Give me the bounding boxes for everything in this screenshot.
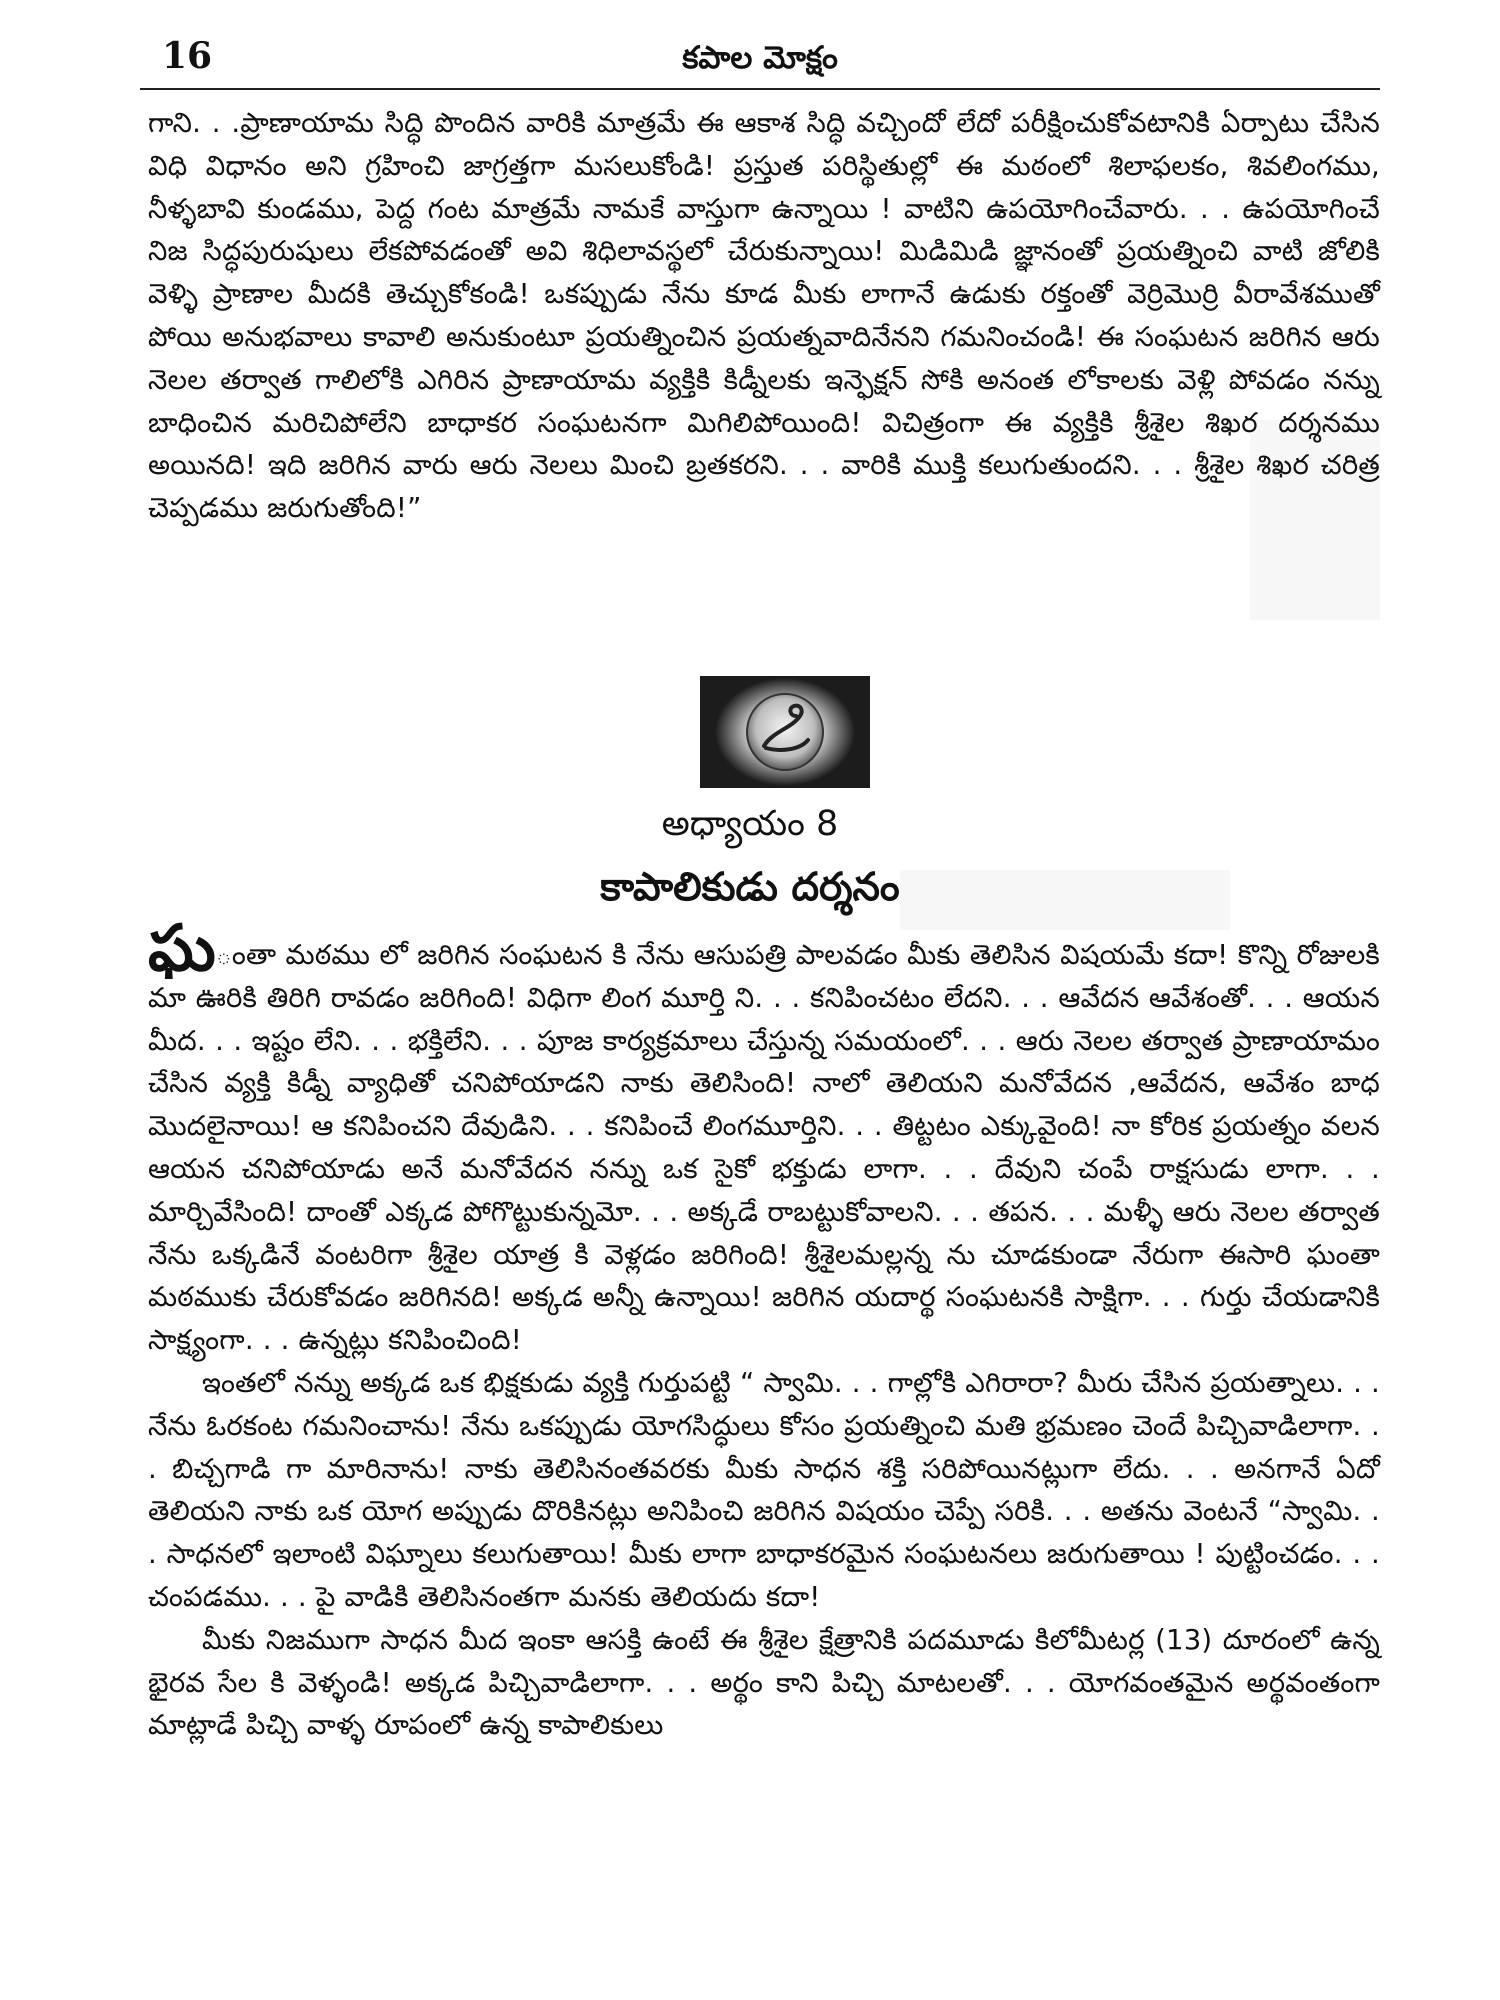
- paragraph-text: ంతా మఠము లో జరిగిన సంఘటన కి నేను ఆసుపత్రి పాలవడం మీకు తెలిసిన విషయమే కదా! కొన్ని రోజులకి మా ఊరికి తిరిగి రావడం జరిగింది! విధిగా లింగ మూర్తి ని. . . కనిపించటం లేదని. . . ఆవేదన ఆవేశంతో. . . ఆయన మీద. . . ఇష్టం లేని. . . భక్తిలేని. . . పూజ కార్యక్రమాలు చేస్తున్న సమయంలో. . . ఆరు నెలల తర్వాత ప్రాణాయామం చేసిన వ్యక్తి కిడ్నీ వ్యాధితో చనిపోయాడని నాకు తెలిసింది! నాలో తెలియని మనోవేదన ,ఆవేదన, ఆవేశం బాధ మొదలైనాయి! ఆ కనిపించని దేవుడిని. . . కనిపించే లింగమూర్తిని. . . తిట్టటం ఎక్కువైంది! నా కోరిక ప్రయత్నం వలన ఆయన చనిపోయాడు అనే మనోవేదన నన్ను ఒక సైకో భక్తుడు లాగా. . . దేవుని చంపే రాక్షసుడు లాగా. . . మార్చివేసింది! దాంతో ఎక్కడ పోగొట్టుకున్నమో. . . అక్కడే రాబట్టుకోవాలని. . . తపన. . . మళ్ళీ ఆరు నెలల తర్వాత నేను ఒక్కడినే వంటరిగా శ్రీశైల యాత్ర కి వెళ్లడం జరిగింది! శ్రీశైలమల్లన్న ను చూడకుండా నేరుగా ఈసారి ఘంతా మఠముకు చేరుకోవడం జరిగినది! అక్కడ అన్నీ ఉన్నాయి! జరిగిన యదార్థ సంఘటనకి సాక్షిగా. . . గుర్తు చేయడానికి సాక్ష్యంగా. . . ఉన్నట్లు కనిపించింది!: [148, 939, 1380, 1357]
- page-number: 16: [162, 35, 213, 77]
- chapter-paragraph-1: [148, 912, 1380, 1362]
- continued-paragraph: గాని. . .ప్రాణాయామ సిద్ధి పొందిన వారికి మాత్రమే ఈ ఆకాశ సిద్ధి వచ్చిందో లేదో పరీక్షించుకోవటానికి ఏర్పాటు చేసిన విధి విధానం అని గ్రహించి జాగ్రత్తగా మసలుకోండి! ప్రస్తుత పరిస్థితుల్లో ఈ మఠంలో శిలాఫలకం, శివలింగము, నీళ్ళబావి కుండము, పెద్ద గంట మాత్రమే నామకే వాస్తుగా ఉన్నాయి ! వాటిని ఉపయోగించేవారు. . . ఉపయోగించే నిజ సిద్ధపురుషులు లేకపోవడంతో అవి శిధిలావస్థలో చేరుకున్నాయి! మిడిమిడి జ్ఞానంతో ప్రయత్నించి వాటి జోలికి వెళ్ళి ప్రాణాల మీదకి తెచ్చుకోకండి! ఒకప్పుడు నేను కూడ మీకు లాగానే ఉడుకు రక్తంతో వెర్రిమొర్రి వీరావేశముతో పోయి అనుభవాలు కావాలి అనుకుంటూ ప్రయత్నించిన ప్రయత్నవాదినేనని గమనించండి! ఈ సంఘటన జరిగిన ఆరు నెలల తర్వాత గాలిలోకి ఎగిరిన ప్రాణాయామ వ్యక్తికి కిడ్నీలకు ఇన్ఫెక్షన్ సోకి అనంత లోకాలకు వెళ్లి పోవడం నన్ను బాధించిన మరిచిపోలేని బాధాకర సంఘటనగా మిగిలిపోయింది! విచిత్రంగా ఈ వ్యక్తికి శ్రీశైల శిఖర దర్శనము అయినది! ఇది జరిగిన వారు ఆరు నెలలు మించి బ్రతకరని. . . వారికి ముక్తి కలుగుతుందని. . . శ్రీశైల శిఖర చరిత్ర చెప్పడము జరుగుతోంది!”: [148, 107, 1380, 525]
- chapter-paragraph-2: ఇంతలో నన్ను అక్కడ ఒక భిక్షకుడు వ్యక్తి గుర్తుపట్టి “ స్వామి. . . గాల్లోకి ఎగిరారా? మీరు చేసిన ప్రయత్నాలు. . . నేను ఓరకంట గమనించాను! నేను ఒకప్పుడు యోగసిద్ధులు కోసం ప్రయత్నించి మతి భ్రమణం చెందే పిచ్చివాడిలాగా. . . బిచ్చగాడి గా మారినాను! నాకు తెలిసినంతవరకు మీకు సాధన శక్తి సరిపోయినట్లుగా లేదు. . . అనగానే ఏదో తెలియని నాకు ఒక యోగ అప్పుడు దొరికినట్లు అనిపించి జరిగిన విషయం చెప్పే సరికి. . . అతను వెంటనే “స్వామి. . . సాధనలో ఇలాంటి విఘ్నాలు కలుగుతాయి! మీకు లాగా బాధాకరమైన సంఘటనలు జరుగుతాయి ! పుట్టించడం. . . చంపడము. . . పై వాడికి తెలిసినంతగా మనకు తెలియదు కదా!: [148, 1366, 1380, 1613]
- chapter-label: అధ్యాయం 8: [661, 804, 839, 844]
- chapter-title: కాపాలికుడు దర్శనం: [600, 865, 900, 910]
- dropcap: ఘ: [148, 912, 216, 986]
- page-header: [140, 28, 1380, 90]
- running-title: కపాల మోక్షం: [682, 40, 838, 76]
- chapter-body: [148, 912, 1380, 1747]
- lamp-flame-icon: [700, 676, 870, 788]
- chapter-paragraph-3: మీకు నిజముగా సాధన మీద ఇంకా ఆసక్తి ఉంటే ఈ శ్రీశైల క్షేత్రానికి పదమూడు కిలోమీటర్ల (13) దూరంలో ఉన్న భైరవ సేల కి వెళ్ళండి! అక్కడ పిచ్చివాడిలాగా. . . అర్థం కాని పిచ్చి మాటలతో. . . యోగవంతమైన అర్థవంతంగా మాట్లాడే పిచ్చి వాళ్ళ రూపంలో ఉన్న కాపాలికులు: [148, 1623, 1380, 1742]
